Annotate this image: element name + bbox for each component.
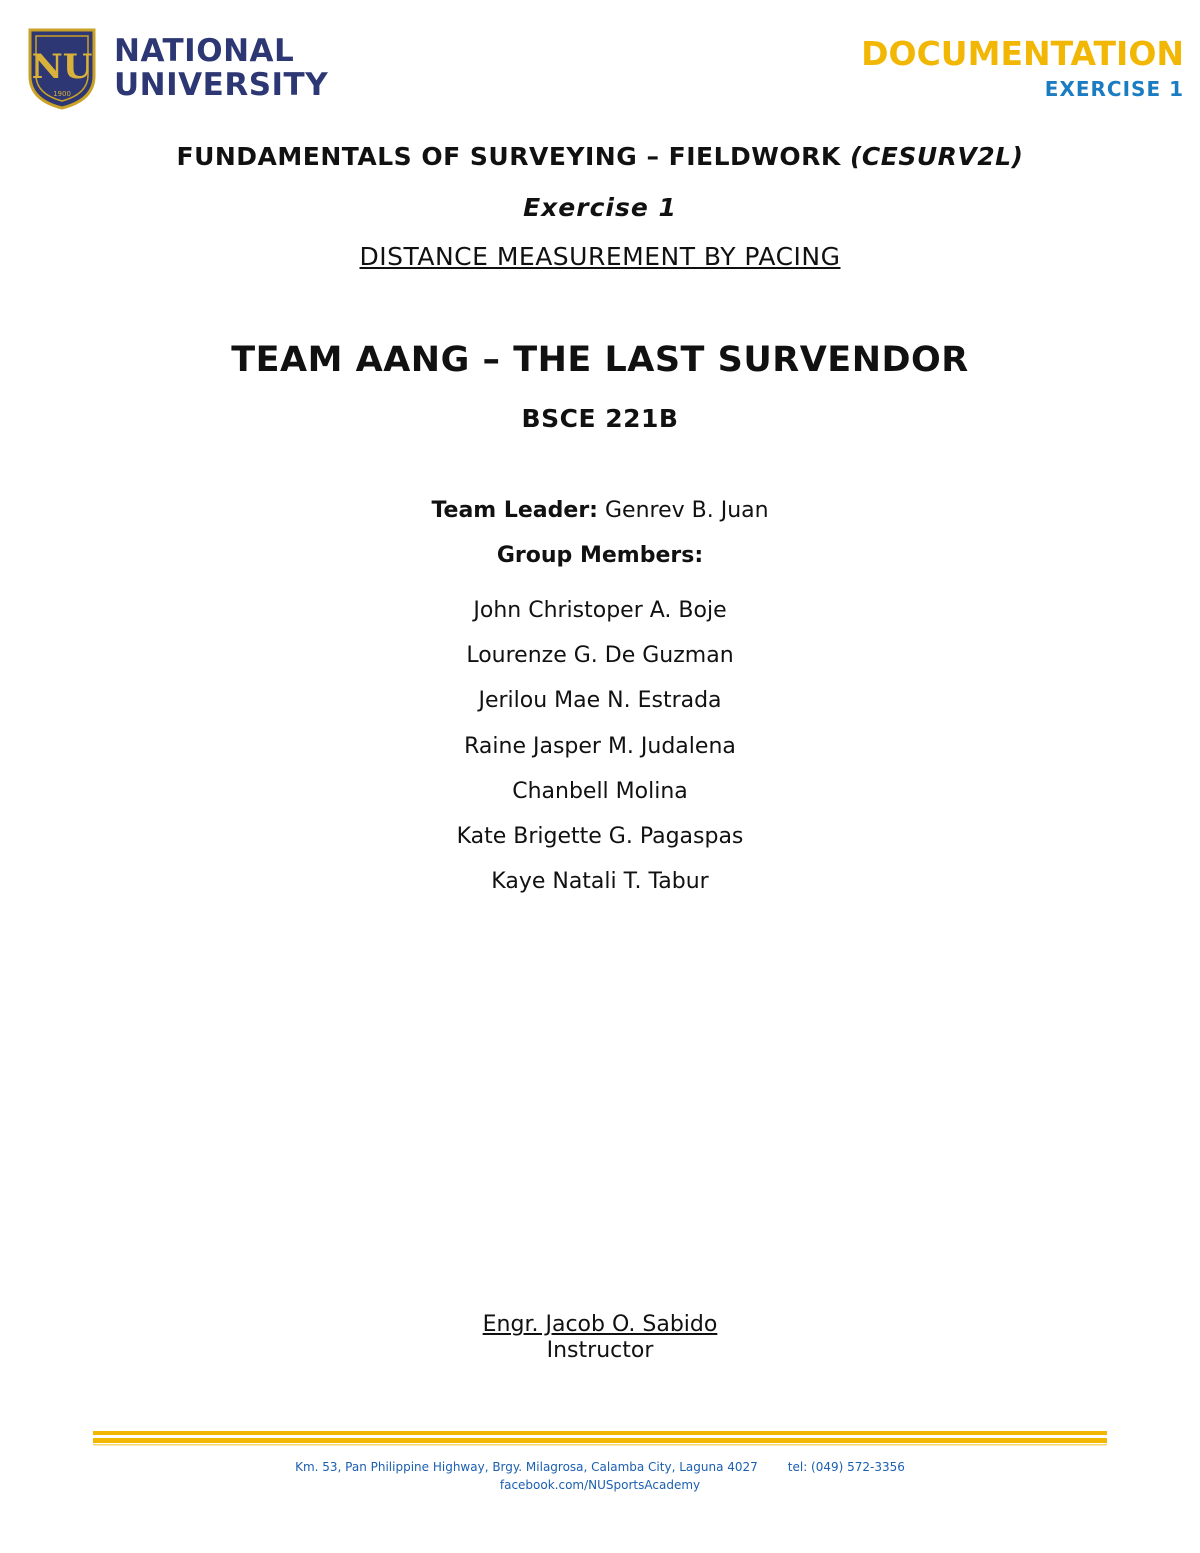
team-leader-name: Genrev B. Juan [604, 498, 769, 523]
member-item: Kate Brigette G. Pagaspas [456, 823, 744, 849]
group-members-label: Group Members: [496, 543, 704, 568]
documentation-label: DOCUMENTATION [861, 34, 1184, 73]
member-item: Lourenze G. De Guzman [466, 643, 734, 669]
university-name-line2: UNIVERSITY [114, 67, 329, 103]
member-item: Jerilou Mae N. Estrada [478, 688, 722, 714]
exercise-title: Exercise 1 [523, 193, 677, 222]
team-leader-label: Team Leader: [431, 498, 598, 523]
university-name [114, 34, 328, 102]
page-header [0, 0, 1200, 120]
university-logo [26, 26, 328, 110]
footer-tel: tel: (049) 572-3356 [787, 1460, 905, 1474]
member-item: Kaye Natali T. Tabur [491, 869, 709, 895]
instructor-role: Instructor [546, 1338, 654, 1363]
team-name: TEAM AANG – THE LAST SURVENDOR [231, 340, 969, 380]
page-footer [0, 1458, 1200, 1494]
member-item: John Christoper A. Boje [473, 598, 727, 623]
university-name-line1: NATIONAL [114, 33, 295, 69]
group-members-list [0, 588, 1200, 904]
member-item: Raine Jasper M. Judalena [464, 733, 736, 759]
svg-text:1900: 1900 [53, 90, 71, 98]
university-seal-icon [26, 26, 98, 110]
instructor-block [0, 1312, 1200, 1364]
member-item: Chanbell Molina [512, 778, 688, 804]
footer-web: facebook.com/NUSportsAcademy [499, 1478, 701, 1492]
course-code: (CESURV2L) [849, 142, 1024, 171]
footer-address: Km. 53, Pan Philippine Highway, Brgy. Milagrosa, Calamba City, Laguna 4027 [295, 1460, 758, 1474]
team-leader [0, 498, 1200, 523]
instructor-name: Engr. Jacob O. Sabido [482, 1312, 718, 1337]
svg-text:NU: NU [31, 47, 93, 87]
course-name: FUNDAMENTALS OF SURVEYING – FIELDWORK [176, 142, 841, 171]
course-title [0, 142, 1200, 171]
footer-divider [93, 1428, 1107, 1448]
topic-title: DISTANCE MEASUREMENT BY PACING [359, 242, 841, 271]
section-label: BSCE 221B [521, 404, 679, 433]
document-tag [861, 34, 1184, 104]
exercise-number-label: EXERCISE 1 [1044, 77, 1184, 101]
